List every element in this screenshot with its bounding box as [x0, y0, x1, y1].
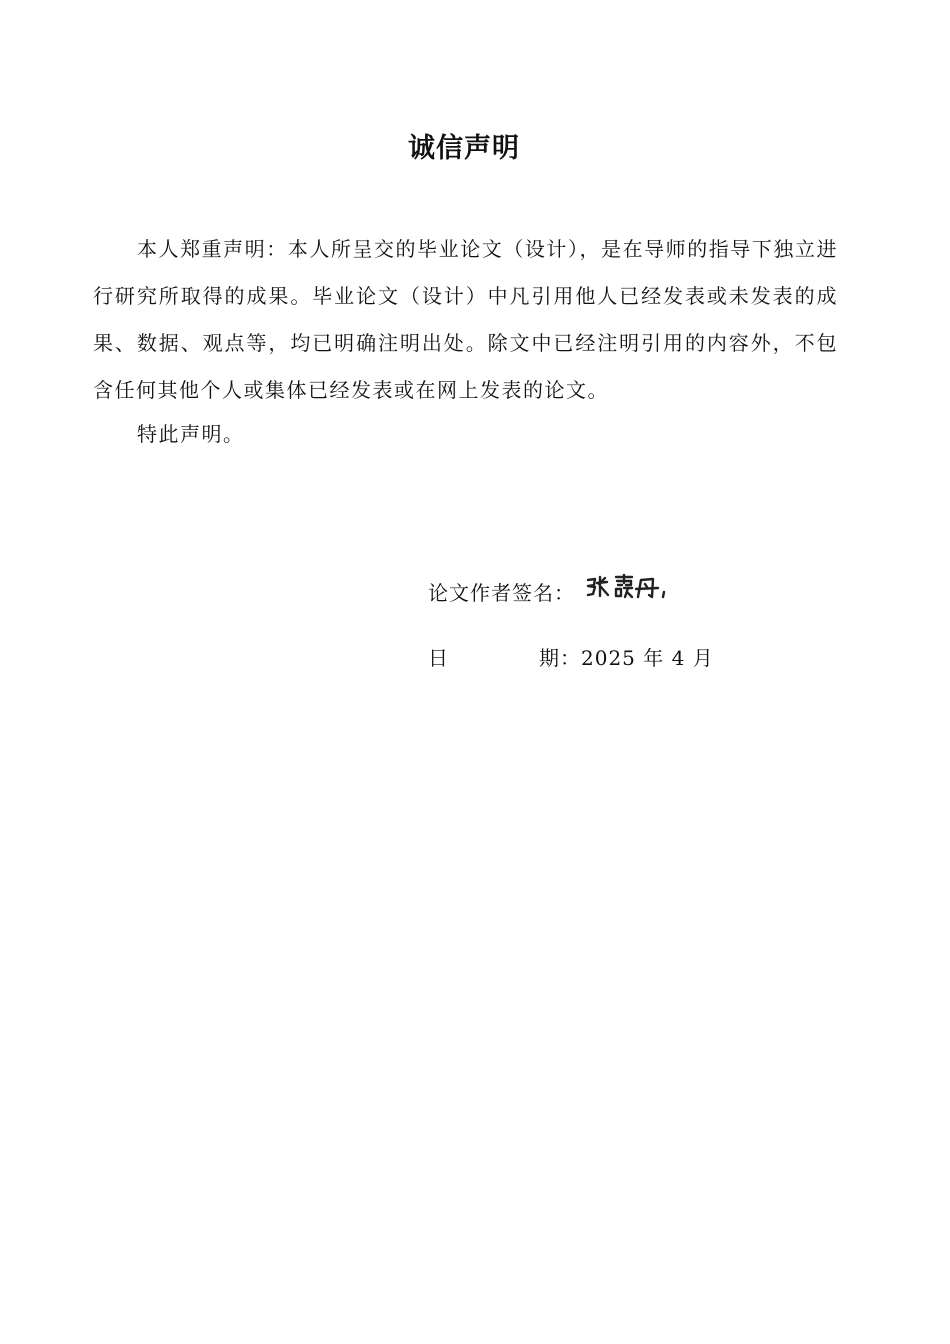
- date-label-second: 期：: [539, 646, 581, 670]
- closing-statement: 特此声明。: [137, 422, 245, 446]
- date-line: [428, 640, 714, 676]
- signature-label: 论文作者签名：: [428, 581, 575, 605]
- signature-line: [428, 575, 575, 611]
- date-label-first: 日: [428, 646, 449, 670]
- declaration-paragraph: 本人郑重声明：本人所呈交的毕业论文（设计），是在导师的指导下独立进行研究所取得的成果。毕业论文（设计）中凡引用他人已经发表或未发表的成果、数据、观点等，均已明确注明出处。除文中已经注明引用的内容外，不包含任何其他个人或集体已经发表或在网上发表的论文。: [93, 237, 838, 402]
- date-value: 2025 年 4 月: [581, 646, 714, 670]
- handwritten-signature-image: [585, 572, 675, 602]
- page-title: 诚信声明: [408, 133, 520, 164]
